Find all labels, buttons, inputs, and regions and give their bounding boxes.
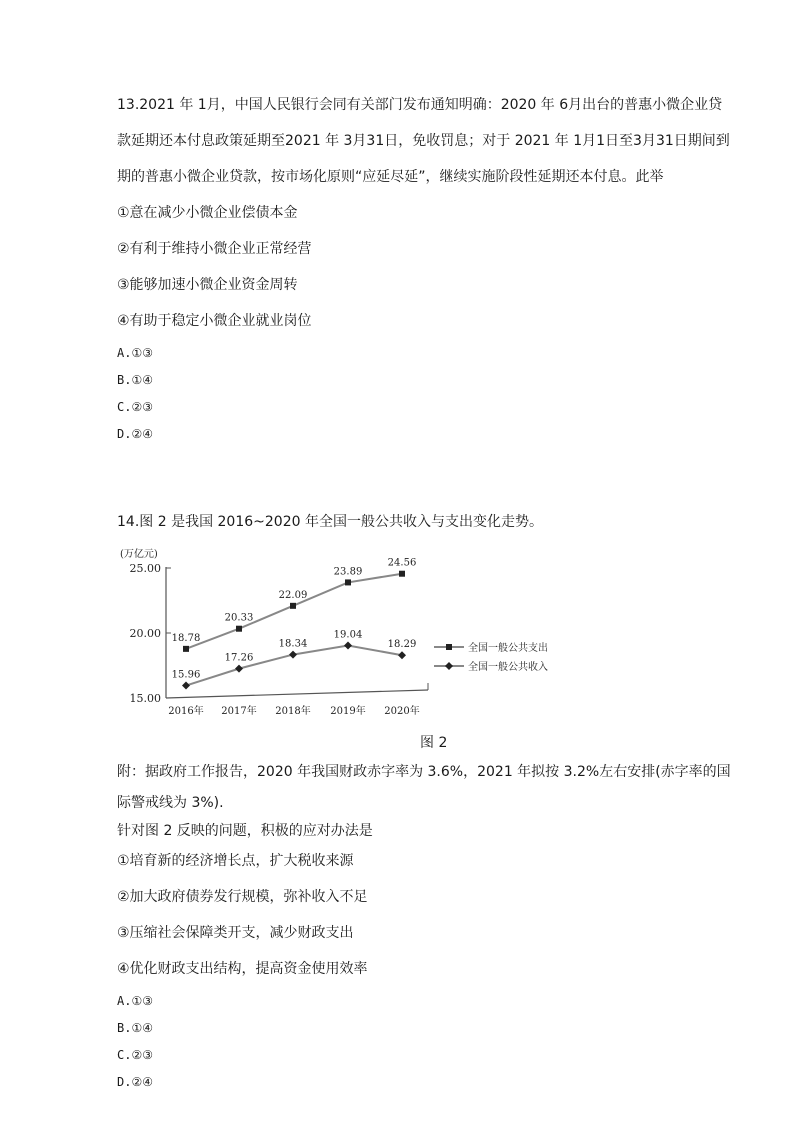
data-point-square — [290, 603, 296, 609]
data-point-square — [345, 579, 351, 585]
data-point-diamond — [289, 651, 297, 659]
y-tick-label: 25.00 — [129, 562, 161, 575]
data-label: 15.96 — [171, 669, 201, 681]
x-tick-label: 2017年 — [221, 706, 257, 717]
data-label: 22.09 — [278, 589, 308, 601]
x-tick-label: 2018年 — [275, 706, 311, 717]
data-point-square — [236, 626, 242, 632]
data-label: 24.56 — [387, 557, 417, 569]
q13-statement-1: ①意在减少小微企业偿债本金 — [117, 205, 298, 221]
q13-option-c: C.②③ — [117, 400, 153, 414]
series-line — [186, 645, 402, 685]
q14-statement-2: ②加大政府债券发行规模，弥补收入不足 — [117, 889, 368, 905]
legend-label: 全国一般公共支出 — [468, 643, 548, 654]
data-label: 17.26 — [224, 652, 254, 664]
q13-statement-2: ②有利于维持小微企业正常经营 — [117, 241, 312, 257]
q13-option-d: D.②④ — [117, 427, 153, 441]
y-axis-label: (万亿元) — [120, 549, 158, 560]
q14-statement-1: ①培育新的经济增长点，扩大税收来源 — [117, 853, 354, 869]
series-line — [186, 574, 402, 649]
q13-statement-4: ④有助于稳定小微企业就业岗位 — [117, 313, 312, 329]
q13-statement-3: ③能够加速小微企业资金周转 — [117, 277, 298, 293]
legend-label: 全国一般公共收入 — [468, 662, 548, 673]
q13-stem-line-2: 款延期还本付息政策延期至2021 年 3月31日，免收罚息；对于 2021 年 1月1日至3月31日期间到 — [117, 133, 730, 149]
q13-stem-line-3: 期的普惠小微企业贷款，按市场化原则“应延尽延”，继续实施阶段性延期还本付息。此举 — [117, 169, 664, 185]
data-point-diamond — [235, 665, 243, 673]
q13-stem-line-1: 13.2021 年 1月，中国人民银行会同有关部门发布通知明确：2020 年 6月出台的普惠小微企业贷 — [117, 97, 723, 113]
q14-note-line-2: 际警戒线为 3%). — [117, 795, 224, 811]
q14-option-d: D.②④ — [117, 1075, 153, 1089]
data-label: 19.04 — [333, 629, 363, 641]
data-label: 18.78 — [171, 632, 201, 644]
data-point-diamond — [182, 682, 190, 690]
x-tick-label: 2020年 — [384, 706, 420, 717]
data-point-diamond — [344, 641, 352, 649]
q13-option-b: B.①④ — [117, 373, 153, 387]
data-point-square — [399, 571, 405, 577]
legend-marker-diamond — [445, 662, 453, 670]
data-point-square — [183, 646, 189, 652]
figure-caption: 图 2 — [420, 735, 448, 751]
legend-marker-square — [446, 644, 452, 650]
q13-option-a: A.①③ — [117, 346, 153, 360]
q14-stem: 14.图 2 是我国 2016~2020 年全国一般公共收入与支出变化走势。 — [117, 514, 543, 530]
q14-note-line-1: 附：据政府工作报告，2020 年我国财政赤字率为 3.6%，2021 年拟按 3.2%左右安排(赤字率的国 — [117, 764, 731, 780]
q14-statement-3: ③压缩社会保障类开支，减少财政支出 — [117, 925, 354, 941]
data-label: 18.29 — [387, 639, 417, 651]
data-label: 23.89 — [333, 566, 363, 578]
x-axis — [166, 690, 428, 698]
q14-statement-4: ④优化财政支出结构，提高资金使用效率 — [117, 961, 368, 977]
x-tick-label: 2019年 — [330, 706, 366, 717]
income-expenditure-chart — [112, 540, 572, 720]
x-tick-label: 2016年 — [168, 706, 204, 717]
y-tick-label: 15.00 — [129, 692, 161, 705]
y-tick-label: 20.00 — [129, 627, 161, 640]
q14-option-c: C.②③ — [117, 1048, 153, 1062]
data-label: 18.34 — [278, 638, 308, 650]
q14-question: 针对图 2 反映的问题，积极的应对办法是 — [117, 823, 373, 839]
q14-option-b: B.①④ — [117, 1021, 153, 1035]
data-label: 20.33 — [224, 612, 254, 624]
q14-option-a: A.①③ — [117, 994, 153, 1008]
data-point-diamond — [398, 651, 406, 659]
